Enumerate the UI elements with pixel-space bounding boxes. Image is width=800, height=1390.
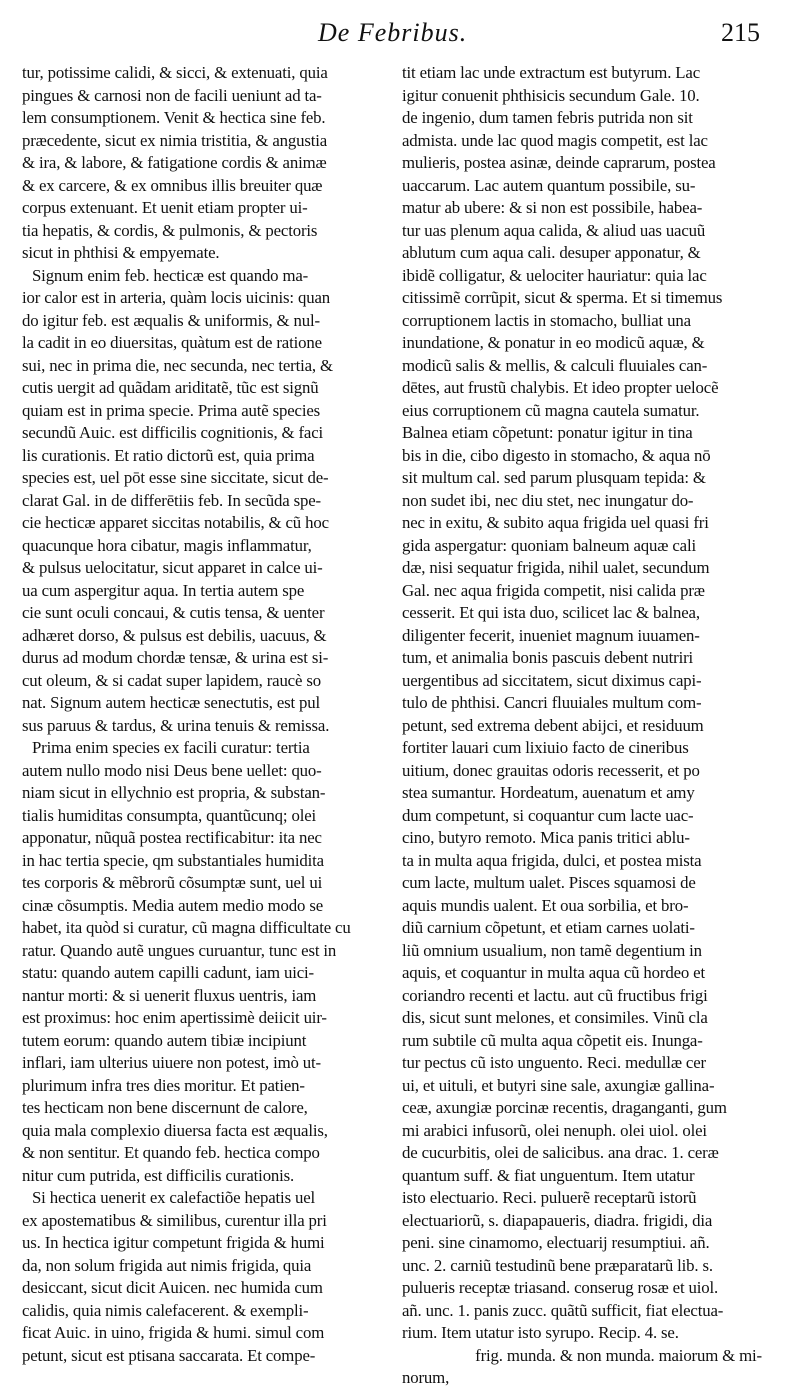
text-line: sus paruus & tardus, & urina tenuis & remissa. xyxy=(22,715,330,735)
text-line: Prima enim species ex facili curatur: tertia xyxy=(32,738,310,757)
text-line: quantum suff. & fiat unguentum. Item utatur xyxy=(402,1165,695,1185)
text-line: mi arabici infusorũ, olei nenuph. olei uiol. olei xyxy=(402,1120,707,1140)
text-line: clarat Gal. in de differētiis feb. In secũda spe- xyxy=(22,490,321,510)
text-line: tum, et animalia bonis pascuis debent nutriri xyxy=(402,648,694,667)
text-line: inundatione, & ponatur in eo modicũ aquæ, & xyxy=(402,333,705,352)
text-line: cum lacte, multum ualet. Pisces squamosi de xyxy=(402,873,696,892)
text-line: Signum enim feb. hecticæ est quando ma- xyxy=(32,265,309,285)
text-line: aquis, et coquantur in multa aqua cũ hordeo et xyxy=(402,963,705,982)
text-line: ior calor est in arteria, quàm locis uicinis: quan xyxy=(22,288,330,307)
text-line: da, non solum frigida aut nimis frigida, quia xyxy=(22,1255,312,1275)
text-line: cie hecticæ apparet siccitas notabilis, & cũ hoc xyxy=(22,513,329,532)
text-line: uaccarum. Lac autem quantum possibile, su- xyxy=(402,175,696,195)
text-line: inflari, iam ulterius uiuere non potest, imò ut- xyxy=(22,1053,321,1072)
text-line: dis, sicut sunt melones, et consimiles. Vinũ cla xyxy=(402,1008,708,1027)
left-column xyxy=(22,62,402,1367)
text-line: cutis uergit ad quãdam ariditatẽ, tũc est signũ xyxy=(22,378,319,397)
text-line: apponatur, nũquã postea rectificabitur: ita nec xyxy=(22,828,322,847)
text-line: rum subtile cũ multa aqua cõpetit eis. Inunga- xyxy=(402,1030,703,1050)
text-line: habet, ita quòd si curatur, cũ magna difficultate cu xyxy=(22,918,351,937)
text-line: statu: quando autem capilli cadunt, iam uici- xyxy=(22,963,314,982)
text-line: tur uas plenum aqua calida, & aliud uas uacuũ xyxy=(402,220,706,240)
text-line: durus ad modum chordæ tensæ, & urina est si- xyxy=(22,648,329,667)
text-line: aquis mundis ualent. Et oua sorbilia, et bro- xyxy=(402,895,689,915)
text-line: pulueris receptæ triasand. conserug rosæ et uiol. xyxy=(402,1278,719,1297)
text-line: præcedente, sicut ex nimia tristitia, & angustia xyxy=(22,130,328,150)
text-line: & non sentitur. Et quando feb. hectica compo xyxy=(22,1143,320,1162)
text-line: corpus extenuant. Et uenit etiam propter ui- xyxy=(22,198,308,217)
text-line: cesserit. Et qui ista duo, scilicet lac & balnea, xyxy=(402,603,700,622)
text-line: nantur morti: & si uenerit fluxus uentris, iam xyxy=(22,985,317,1005)
text-line: electuariorũ, s. diapapaueris, diadra. frigidi, dia xyxy=(402,1210,713,1230)
text-line: stea sumantur. Hordeatum, auenatum et amy xyxy=(402,783,695,802)
text-line: cinæ cõsumptis. Media autem medio modo se xyxy=(22,895,323,915)
text-line: uitium, donec grauitas odoris recesserit, et po xyxy=(402,760,700,780)
text-line: admista. unde lac quod magis competit, est lac xyxy=(402,130,708,150)
text-line: ibidẽ colligatur, & uelociter hauriatur: quia lac xyxy=(402,265,707,285)
text-line: añ. unc. 1. panis zucc. quãtũ sufficit, fiat electua- xyxy=(402,1300,724,1320)
page-header xyxy=(0,14,800,54)
text-line: liũ omnium usualium, non tamẽ degentium in xyxy=(402,940,702,960)
text-line: ablutum cum aqua cali. desuper apponatur, & xyxy=(402,243,701,262)
text-line: secundũ Auic. est difficilis cognitionis, & faci xyxy=(22,423,324,442)
text-line: diũ carnium cõpetunt, et etiam carnes uolati- xyxy=(402,918,695,937)
text-line: dētes, aut frustũ chalybis. Et ideo propter uelocẽ xyxy=(402,378,719,397)
text-line: modicũ salis & mellis, & calculi fluuiales can- xyxy=(402,355,708,375)
text-line: eius corruptionem cũ magna cautela sumatur. xyxy=(402,400,700,420)
text-line: sicut in phthisi & empyemate. xyxy=(22,243,220,262)
text-line: tes corporis & mẽbrorũ cõsumptæ sunt, uel ui xyxy=(22,873,323,892)
text-line: dæ, nisi sequatur frigida, nihil ualet, secundum xyxy=(402,558,710,577)
text-line: ficat Auic. in uino, frigida & humi. simul com xyxy=(22,1323,325,1342)
text-line: fortiter lauari cum lixiuio facto de cineribus xyxy=(402,738,689,757)
text-line: lem consumptionem. Venit & hectica sine feb. xyxy=(22,108,326,127)
text-line: la cadit in eo diuersitas, quàtum est de ratione xyxy=(22,333,322,352)
text-line: matur ab ubere: & si non est possibile, habea- xyxy=(402,198,703,217)
text-line: tia hepatis, & cordis, & pulmonis, & pectoris xyxy=(22,220,318,240)
text-line: petunt, sed extrema debent abijci, et residuum xyxy=(402,715,704,735)
text-line: ex apostematibus & similibus, curentur illa pri xyxy=(22,1210,327,1230)
text-line: tit etiam lac unde extractum est butyrum. Lac xyxy=(402,63,701,82)
text-line: ratur. Quando autẽ ungues curuantur, tunc est in xyxy=(22,940,337,960)
text-line: pingues & carnosi non de facili ueniunt ad ta- xyxy=(22,85,322,105)
text-line: us. In hectica igitur competunt frigida & humi xyxy=(22,1233,325,1252)
text-line: & ira, & labore, & fatigatione cordis & animæ xyxy=(22,153,327,172)
right-column xyxy=(402,62,782,1390)
text-line: est proximus: hoc enim apertissimè deiicit uir- xyxy=(22,1008,327,1027)
text-line: frig. munda. & non munda. maiorum & mi- xyxy=(475,1345,762,1365)
text-line: dum competunt, si coquantur cum lacte uac- xyxy=(402,805,694,825)
text-line: unc. 2. carniũ testudinũ bene præparatarũ lib. s. xyxy=(402,1255,713,1275)
text-line: Balnea etiam cõpetunt: ponatur igitur in tina xyxy=(402,423,693,442)
text-line: species est, uel pōt esse sine siccitate, sicut de- xyxy=(22,468,329,487)
text-line: ui, et uituli, et butyri sine sale, axungiæ gallina- xyxy=(402,1075,715,1095)
text-line: quia mala complexio diuersa facta est æqualis, xyxy=(22,1120,328,1140)
text-line: tes hecticam non bene discernunt de calore, xyxy=(22,1098,308,1117)
text-line: gida aspergatur: quoniam balneum aquæ cali xyxy=(402,535,696,555)
text-line: quacunque hora cibatur, magis inflammatur, xyxy=(22,535,312,555)
text-line: uergentibus ad siccitatem, sicut diximus capi- xyxy=(402,670,702,690)
text-line: nitur cum putrida, est difficilis curationis. xyxy=(22,1165,295,1185)
text-line: citissimẽ corrũpit, sicut & sperma. Et si timemus xyxy=(402,288,723,307)
text-line: cino, butyro remoto. Mica panis tritici ablu- xyxy=(402,828,690,847)
text-line: cie sunt oculi concaui, & cutis tensa, & uenter xyxy=(22,603,325,622)
text-line: tulo de phthisi. Cancri fluuiales multum com- xyxy=(402,693,702,712)
text-line: peni. sine cinamomo, electuarij resumptiui. añ. xyxy=(402,1233,710,1252)
text-line: de ingenio, dum tamen febris putrida non sit xyxy=(402,108,693,127)
text-line: autem nullo modo nisi Deus bene uellet: quo- xyxy=(22,760,322,780)
text-line: Gal. nec aqua frigida competit, nisi calida præ xyxy=(402,580,705,600)
text-line: isto electuario. Reci. puluerẽ receptarũ istorũ xyxy=(402,1188,697,1207)
text-line: corruptionem lactis in stomacho, bulliat una xyxy=(402,310,691,330)
text-line: tialis humiditas consumpta, quantũcunq; olei xyxy=(22,805,317,825)
text-line: coriandro recenti et lactu. aut cũ fructibus frigi xyxy=(402,985,708,1005)
text-line: diligenter fecerit, inueniet magnum iuuamen- xyxy=(402,625,700,645)
text-line: lis curationis. Et ratio dictorũ est, quia prima xyxy=(22,445,315,465)
text-line: do igitur feb. est æqualis & uniformis, & nul- xyxy=(22,310,320,330)
text-line: norum, xyxy=(402,1368,450,1387)
text-line: Si hectica uenerit ex calefactiõe hepatis uel xyxy=(32,1188,316,1207)
text-line: & pulsus uelocitatur, sicut apparet in calce ui- xyxy=(22,558,323,577)
text-line: plurimum infra tres dies moritur. Et patien- xyxy=(22,1075,305,1095)
text-line: ua cum aspergitur aqua. In tertia autem spe xyxy=(22,580,305,600)
text-line: niam sicut in ellychnio est propria, & substan- xyxy=(22,783,326,802)
text-line: igitur conuenit phthisicis secundum Gale. 10. xyxy=(402,85,700,105)
text-line: petunt, sicut est ptisana saccarata. Et compe- xyxy=(22,1345,316,1365)
text-line: tur pectus cũ isto unguento. Reci. medullæ cer xyxy=(402,1053,706,1072)
running-title: De Febribus. xyxy=(318,18,468,47)
text-line: cut oleum, & si cadat super lapidem, raucè so xyxy=(22,670,321,690)
text-line: nat. Signum autem hecticæ senectutis, est pul xyxy=(22,693,321,712)
text-line: in hac tertia specie, qm substantiales humidita xyxy=(22,850,324,870)
text-line: nec in exitu, & subito aqua frigida uel quasi fri xyxy=(402,513,709,532)
page-number: 215 xyxy=(721,18,760,47)
text-line: desiccant, sicut dicit Auicen. nec humida cum xyxy=(22,1278,323,1297)
text-line: sit multum cal. sed parum plusquam tepida: & xyxy=(402,468,706,487)
text-line: ta in multa aqua frigida, dulci, et postea mista xyxy=(402,850,702,870)
text-line: mulieris, postea asinæ, deinde caprarum, postea xyxy=(402,153,716,172)
text-line: tutem eorum: quando autem tibiæ incipiunt xyxy=(22,1030,307,1050)
text-line: quiam est in prima specie. Prima autẽ species xyxy=(22,400,321,420)
text-line: bis in die, cibo digesto in stomacho, & aqua nō xyxy=(402,445,711,465)
text-line: de cucurbitis, olei de salicibus. ana drac. 1. ceræ xyxy=(402,1143,719,1162)
text-line: non sudet ibi, nec diu stet, nec inungatur do- xyxy=(402,490,694,510)
text-line: & ex carcere, & ex omnibus illis breuiter quæ xyxy=(22,175,323,195)
text-line: adhæret dorso, & pulsus est debilis, uacuus, & xyxy=(22,625,327,645)
text-line: ceæ, axungiæ porcinæ recentis, draganganti, gum xyxy=(402,1098,727,1117)
text-line: calidis, quia nimis calefacerent. & exempli- xyxy=(22,1300,309,1320)
text-line: sui, nec in prima die, nec secunda, nec tertia, & xyxy=(22,355,333,375)
text-line: rium. Item utatur isto syrupo. Recip. 4. se. xyxy=(402,1323,679,1342)
text-line: tur, potissime calidi, & sicci, & extenuati, quia xyxy=(22,63,328,82)
